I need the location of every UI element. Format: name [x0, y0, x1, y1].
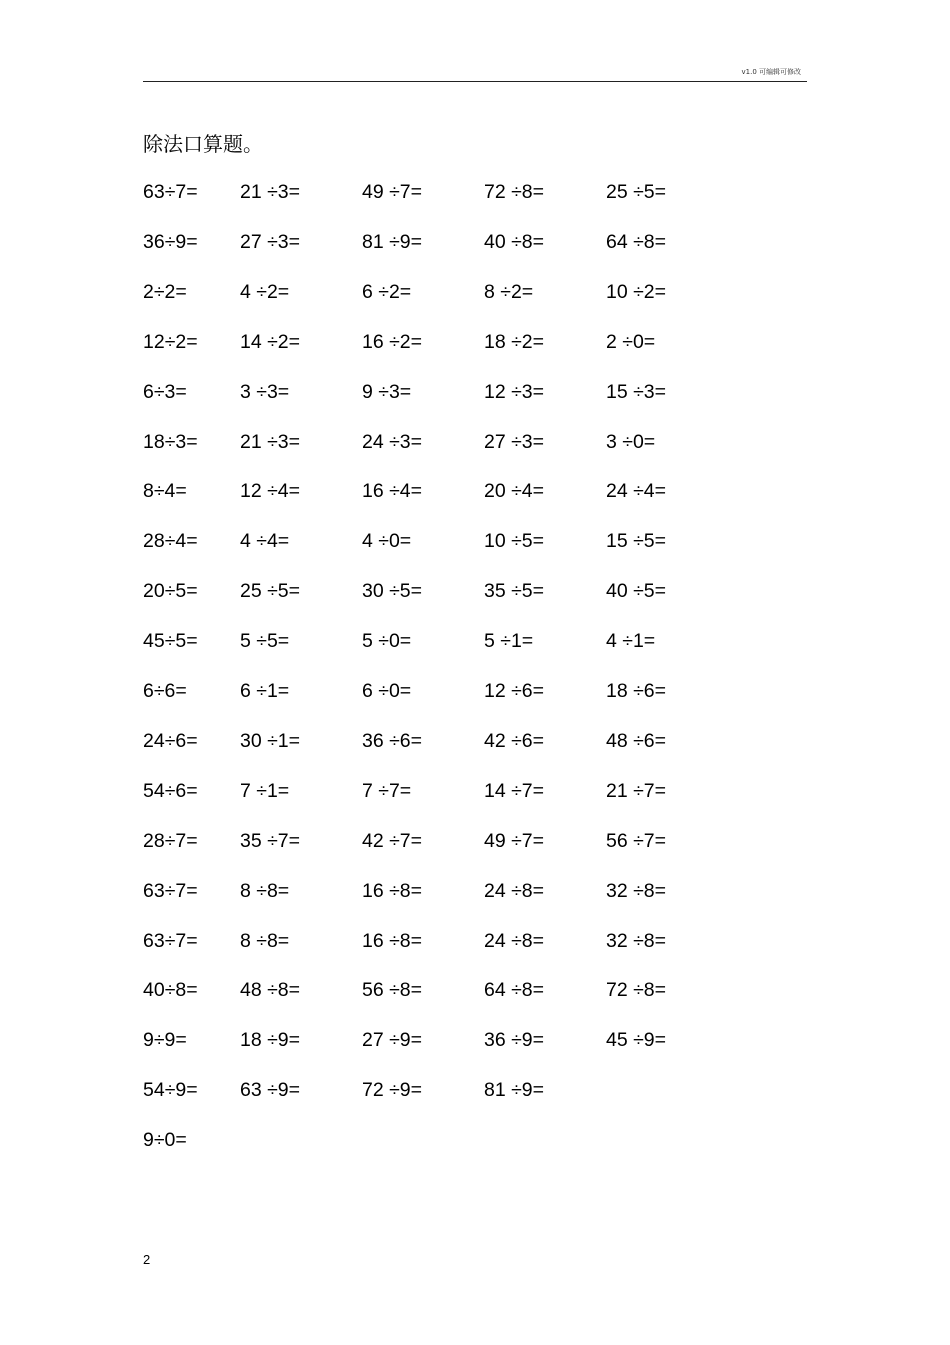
- division-problem: 63÷7=: [143, 181, 198, 203]
- division-problem: 9÷0=: [143, 1129, 187, 1151]
- problem-row: [0, 677, 950, 705]
- division-problem: 5 ÷0=: [362, 630, 412, 652]
- division-problem: 27 ÷3=: [484, 431, 545, 453]
- division-problem: 21 ÷3=: [240, 181, 301, 203]
- division-problem: 21 ÷7=: [606, 780, 667, 802]
- division-problem: 30 ÷5=: [362, 580, 423, 602]
- division-problem: 14 ÷7=: [484, 780, 545, 802]
- problem-row: [0, 577, 950, 605]
- page-number: 2: [143, 1252, 151, 1267]
- division-problem: 72 ÷8=: [606, 979, 667, 1001]
- division-problem: 10 ÷5=: [484, 530, 545, 552]
- division-problem: 6 ÷0=: [362, 680, 412, 702]
- division-problem: 10 ÷2=: [606, 281, 667, 303]
- division-problem: 45÷5=: [143, 630, 198, 652]
- division-problem: 6 ÷2=: [362, 281, 412, 303]
- division-problem: 49 ÷7=: [484, 830, 545, 852]
- division-problem: 6÷3=: [143, 381, 187, 403]
- problem-row: [0, 627, 950, 655]
- division-problem: 18 ÷6=: [606, 680, 667, 702]
- division-problem: 4 ÷2=: [240, 281, 290, 303]
- division-problem: 45 ÷9=: [606, 1029, 667, 1051]
- division-problem: 64 ÷8=: [484, 979, 545, 1001]
- division-problem: 12 ÷3=: [484, 381, 545, 403]
- division-problem: 18 ÷9=: [240, 1029, 301, 1051]
- division-problem: 8÷4=: [143, 480, 187, 502]
- division-problem: 54÷6=: [143, 780, 198, 802]
- division-problem: 4 ÷0=: [362, 530, 412, 552]
- division-problem: 30 ÷1=: [240, 730, 301, 752]
- division-problem: 7 ÷1=: [240, 780, 290, 802]
- division-problem: 12 ÷6=: [484, 680, 545, 702]
- division-problem: 28÷4=: [143, 530, 198, 552]
- division-problem: 24 ÷3=: [362, 431, 423, 453]
- division-problem: 56 ÷7=: [606, 830, 667, 852]
- division-problem: 9÷9=: [143, 1029, 187, 1051]
- division-problem: 5 ÷5=: [240, 630, 290, 652]
- division-problem: 32 ÷8=: [606, 930, 667, 952]
- division-problem: 27 ÷3=: [240, 231, 301, 253]
- division-problem: 49 ÷7=: [362, 181, 423, 203]
- division-problem: 40÷8=: [143, 979, 198, 1001]
- division-problem: 63 ÷9=: [240, 1079, 301, 1101]
- division-problem: 81 ÷9=: [484, 1079, 545, 1101]
- problem-row: [0, 328, 950, 356]
- division-problem: 24÷6=: [143, 730, 198, 752]
- header-rule: [143, 81, 807, 82]
- header-note: v1.0 可编辑可修改: [741, 68, 801, 76]
- division-problem: 72 ÷9=: [362, 1079, 423, 1101]
- division-problem: 36÷9=: [143, 231, 198, 253]
- problem-row: [0, 1126, 950, 1154]
- division-problem: 16 ÷2=: [362, 331, 423, 353]
- division-problem: 3 ÷0=: [606, 431, 656, 453]
- problem-row: [0, 827, 950, 855]
- division-problem: 7 ÷7=: [362, 780, 412, 802]
- division-problem: 42 ÷7=: [362, 830, 423, 852]
- problem-row: [0, 378, 950, 406]
- division-problem: 81 ÷9=: [362, 231, 423, 253]
- division-problem: 8 ÷8=: [240, 930, 290, 952]
- problem-row: [0, 428, 950, 456]
- division-problem: 21 ÷3=: [240, 431, 301, 453]
- division-problem: 4 ÷1=: [606, 630, 656, 652]
- division-problem: 35 ÷5=: [484, 580, 545, 602]
- problem-row: [0, 1026, 950, 1054]
- division-problem: 24 ÷8=: [484, 930, 545, 952]
- problem-row: [0, 727, 950, 755]
- division-problem: 32 ÷8=: [606, 880, 667, 902]
- problem-row: [0, 477, 950, 505]
- division-problem: 14 ÷2=: [240, 331, 301, 353]
- division-problem: 6÷6=: [143, 680, 187, 702]
- division-problem: 9 ÷3=: [362, 381, 412, 403]
- division-problem: 8 ÷2=: [484, 281, 534, 303]
- problem-row: [0, 777, 950, 805]
- division-problem: 16 ÷8=: [362, 880, 423, 902]
- problem-row: [0, 877, 950, 905]
- division-problem: 72 ÷8=: [484, 181, 545, 203]
- division-problem: 48 ÷8=: [240, 979, 301, 1001]
- division-problem: 40 ÷5=: [606, 580, 667, 602]
- page-title: 除法口算题。: [143, 132, 263, 156]
- division-problem: 15 ÷3=: [606, 381, 667, 403]
- division-problem: 24 ÷8=: [484, 880, 545, 902]
- division-problem: 6 ÷1=: [240, 680, 290, 702]
- problem-row: [0, 927, 950, 955]
- division-problem: 3 ÷3=: [240, 381, 290, 403]
- division-problem: 42 ÷6=: [484, 730, 545, 752]
- division-problem: 5 ÷1=: [484, 630, 534, 652]
- division-problem: 25 ÷5=: [606, 181, 667, 203]
- division-problem: 36 ÷6=: [362, 730, 423, 752]
- division-problem: 24 ÷4=: [606, 480, 667, 502]
- division-problem: 12÷2=: [143, 331, 198, 353]
- division-problem: 40 ÷8=: [484, 231, 545, 253]
- division-problem: 36 ÷9=: [484, 1029, 545, 1051]
- division-problem: 16 ÷8=: [362, 930, 423, 952]
- division-problem: 35 ÷7=: [240, 830, 301, 852]
- problem-row: [0, 178, 950, 206]
- problem-row: [0, 1076, 950, 1104]
- division-problem: 64 ÷8=: [606, 231, 667, 253]
- division-problem: 48 ÷6=: [606, 730, 667, 752]
- division-problem: 16 ÷4=: [362, 480, 423, 502]
- division-problem: 63÷7=: [143, 880, 198, 902]
- division-problem: 63÷7=: [143, 930, 198, 952]
- division-problem: 18÷3=: [143, 431, 198, 453]
- division-problem: 27 ÷9=: [362, 1029, 423, 1051]
- division-problem: 2÷2=: [143, 281, 187, 303]
- problem-row: [0, 976, 950, 1004]
- division-problem: 28÷7=: [143, 830, 198, 852]
- division-problem: 2 ÷0=: [606, 331, 656, 353]
- problem-row: [0, 527, 950, 555]
- division-problem: 18 ÷2=: [484, 331, 545, 353]
- division-problem: 20÷5=: [143, 580, 198, 602]
- division-problem: 12 ÷4=: [240, 480, 301, 502]
- division-problem: 4 ÷4=: [240, 530, 290, 552]
- problem-row: [0, 278, 950, 306]
- division-problem: 8 ÷8=: [240, 880, 290, 902]
- division-problem: 25 ÷5=: [240, 580, 301, 602]
- division-problem: 20 ÷4=: [484, 480, 545, 502]
- problem-row: [0, 228, 950, 256]
- division-problem: 54÷9=: [143, 1079, 198, 1101]
- division-problem: 15 ÷5=: [606, 530, 667, 552]
- division-problem: 56 ÷8=: [362, 979, 423, 1001]
